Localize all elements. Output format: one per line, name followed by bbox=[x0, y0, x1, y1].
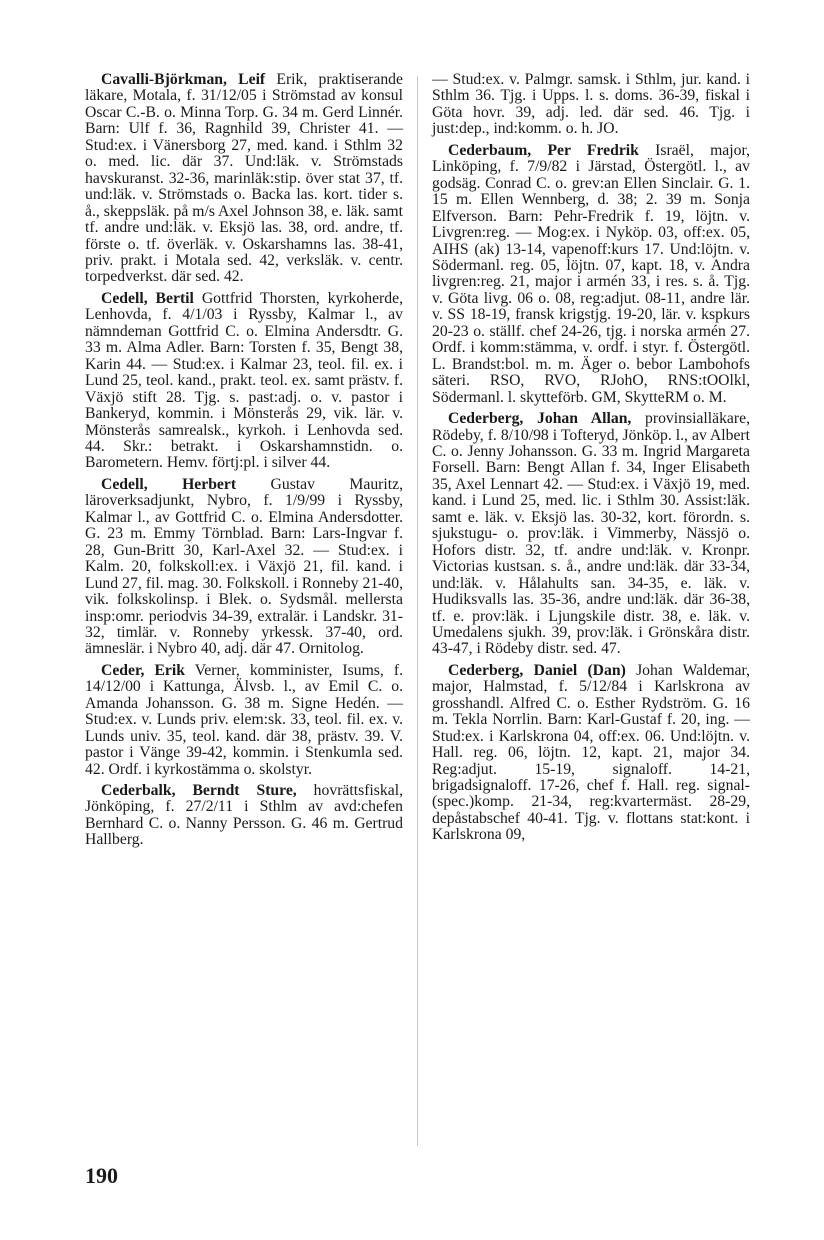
entry bbox=[85, 291, 403, 472]
entry-text: — Stud:ex. v. Palmgr. samsk. i Sthlm, jur. kand. i Sthlm 36. Tjg. i Upps. l. s. doms. 36-39, fiskal i Göta hovr. 39, adj. led. där sed. 46. Tjg. i just:dep., ind:komm. o. h. JO. bbox=[432, 71, 750, 138]
entry-name: Cederberg, Daniel (Dan) bbox=[448, 661, 626, 679]
entry-name: Ceder, Erik bbox=[101, 661, 185, 679]
entry bbox=[432, 411, 750, 658]
column-divider bbox=[417, 76, 418, 1146]
entry bbox=[432, 143, 750, 406]
entry-name: Cedell, Bertil bbox=[101, 289, 194, 307]
right-column bbox=[432, 72, 750, 849]
page-number: 190 bbox=[85, 1163, 118, 1188]
entry bbox=[432, 663, 750, 844]
entry-text: Gustav Mauritz, läroverksadjunkt, Nybro, f. 1/9/99 i Ryssby, Kalmar l., av Gottfrid C. o. Elmina Andersdotter. G. 23 m. Emmy Törnblad. Barn: Lars-Ingvar f. 28, Gun-Britt 30, Karl-Axel 32. — Stud:ex. i Kalm. 20, folkskoll:ex. i Växjö 21, fil. kand. i Lund 27, fil. mag. 30. Folkskoll. i Ronneby 21-40, vik. folkskolinsp. i Blek. o. Sydsmål. mellersta insp:omr. periodvis 34-39, extralär. i Landskr. 31-32, timlär. v. Ronneby yrkessk. 37-40, ord. ämneslär. i Nybro 40, adj. där 47. Ornitolog. bbox=[85, 475, 404, 658]
entry-text: hovrättsfiskal, Jönköping, f. 27/2/11 i Sthlm av avd:chefen Bernhard C. o. Nanny Persson. G. 46 m. Gertrud Hallberg. bbox=[85, 782, 403, 849]
entry-name: Cavalli-Björkman, Leif bbox=[101, 71, 266, 88]
entry bbox=[85, 783, 403, 849]
entry bbox=[85, 72, 403, 286]
entry-text: provinsialläkare, Rödeby, f. 8/10/98 i Tofteryd, Jönköp. l., av Albert C. o. Jenny Johansson. G. 33 m. Ingrid Margareta Forsell. Barn: Bengt Allan f. 34, Inger Elisabeth 35, Axel Lennart 42. — Stud:ex. i Växjö 19, med. kand. i Lund 25, med. lic. i Sthlm 30. Assist:läk. samt e. läk. v. Eksjö las. 30-32, kort. förordn. s. sjukstugu- o. prov:läk. i Vimmerby, Nässjö o. Hofors distr. 32, tf. andre und:läk. v. Kronpr. Victorias kustsan. s. å., andre und:läk. där 33-34, und:läk. v. Hålahults san. 34-35, e. läk. v. Hudiksvalls las. 35-36, andre und:läk. där 36-38, tf. e. prov:läk. i Ljungskile distr. 38, e. läk. v. Umedalens sjukh. 39, prov:läk. i Grönskåra distr. 43-47, i Rödeby distr. sed. 47. bbox=[432, 410, 750, 658]
entry-name: Cedell, Herbert bbox=[101, 475, 237, 493]
entry-text: Israël, major, Linköping, f. 7/9/82 i Järstad, Östergötl. l., av godsäg. Conrad C. o. grev:an Ellen Sinclair. G. 1. 15 m. Ellen Wennberg, d. 38; 2. 39 m. Sonja Elfverson. Barn: Pehr-Fredrik f. 19, löjtn. v. Livgren:reg. — Mog:ex. i Nyköp. 03, off:ex. 05, AIHS (ak) 13-14, vapenoff:kurs 17. Und:löjtn. v. Södermanl. reg. 05, löjtn. 07, kapt. 18, v. Andra livgren:reg. 21, major i armén 33, i res. s. å. Tjg. v. Göta livg. 06 o. 08, reg:adjut. 08-11, andre lär. v. SS 18-19, fransk krigstjg. 19-20, lär. v. kspkurs 20-23 o. ställf. chef 24-26, tjg. i norska armén 27. Ordf. i komm:stämma, v. ordf. i styr. f. Östergötl. L. Brandst:bol. m. m. Äger o. bebor Lambohofs säteri. RSO, RVO, RJohO, RNS:tOOlkl, Södermanl. l. skytteförb. GM, SkytteRM o. M. bbox=[432, 141, 750, 406]
entry-text: Verner, komminister, Isums, f. 14/12/00 i Kattunga, Älvsb. l., av Emil C. o. Amanda Johansson. G. 38 m. Signe Hedén. — Stud:ex. v. Lunds priv. elem:sk. 33, teol. fil. ex. v. Lunds univ. 35, teol. kand. där 38, prästv. 39. V. pastor i Vänge 39-42, kommin. i Stenkumla sed. 42. Ordf. i kyrkostämma o. skolstyr. bbox=[85, 661, 404, 778]
left-column bbox=[85, 72, 403, 854]
entry-text: Johan Waldemar, major, Halmstad, f. 5/12/84 i Karlskrona av grosshandl. Alfred C. o. Esther Rydström. G. 16 m. Tekla Norrlin. Barn: Karl-Gustaf f. 20, ing. — Stud:ex. i Karlskrona 04, off:ex. 06. Und:löjtn. v. Hall. reg. 06, löjtn. 12, kapt. 21, major 34. Reg:adjut. 15-19, signaloff. 14-21, brigadsignaloff. 17-26, chef f. Hall. reg. signal-(spec.)komp. 21-34, reg:kvartermäst. 28-29, depåstabschef 40-41. Tjg. v. flottans stat:kont. i Karlskrona 09, bbox=[432, 661, 750, 844]
entry-continuation bbox=[432, 72, 750, 138]
entry-text: Gottfrid Thorsten, kyrkoherde, Lenhovda, f. 4/1/03 i Ryssby, Kalmar l., av nämndeman Gottfrid C. o. Elmina Andersdtr. G. 33 m. Alma Adler. Barn: Torsten f. 35, Bengt 38, Karin 44. — Stud:ex. i Kalmar 23, teol. fil. ex. i Lund 25, teol. kand., prakt. teol. ex. samt prästv. f. Växjö stift 28. Tjg. s. past:adj. o. v. pastor i Bankeryd, kommin. i Mönsterås 29, vik. lär. v. Mönsterås samrealsk., kyrkoh. i Lenhovda sed. 44. Skr.: betrakt. i Oskarshamnstidn. o. Barometern. Hemv. förtj:pl. i silver 44. bbox=[85, 289, 403, 472]
entry-name: Cederberg, Johan Allan, bbox=[448, 410, 632, 428]
entry bbox=[85, 663, 403, 778]
entry-text: Erik, praktiserande läkare, Motala, f. 31/12/05 i Strömstad av konsul Oscar C.-B. o. Minna Torp. G. 34 m. Gerd Linnér. Barn: Ulf f. 36, Ragnhild 39, Christer 41. — Stud:ex. i Vänersborg 27, med. kand. i Sthlm 32 o. med. lic. där 37. Und:läk. v. Strömstads havskuranst. 32-36, marinläk:stip. över stat 37, tf. und:läk. v. Strömstads o. Backa las. kort. tider s. å., skeppsläk. på m/s Axel Johnson 38, e. läk. samt tf. andre und:läk. v. Eksjö las. 38, ord. andre, tf. förste o. tf. överläk. v. Oskarshamns las. 38-41, priv. prakt. i Motala sed. 42, verksläk. v. centr. torpedverkst. där sed. 42. bbox=[85, 71, 403, 286]
entry-name: Cederbaum, Per Fredrik bbox=[448, 141, 639, 159]
entry-name: Cederbalk, Berndt Sture, bbox=[101, 782, 297, 800]
entry bbox=[85, 477, 403, 658]
